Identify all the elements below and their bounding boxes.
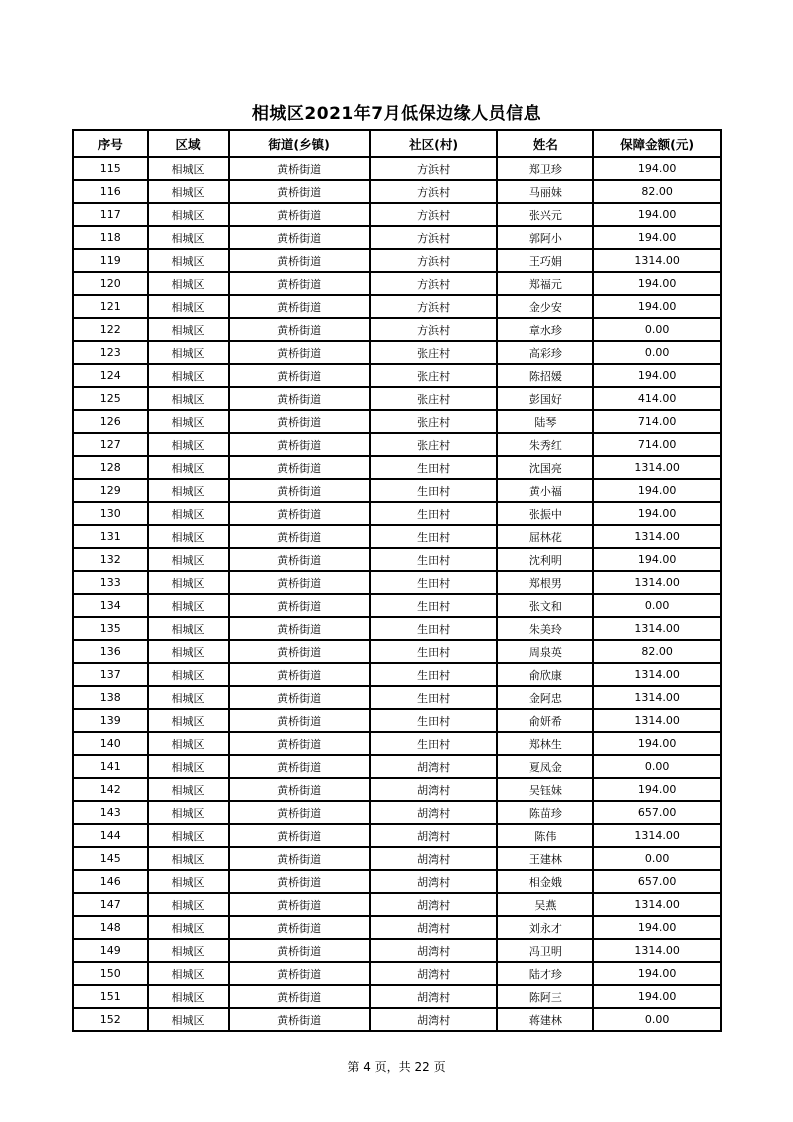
cell-amount: 194.00 [593,502,721,525]
table-row [73,249,721,272]
cell-village: 胡湾村 [370,778,498,801]
cell-village: 生田村 [370,640,498,663]
cell-name: 夏凤金 [497,755,593,778]
cell-amount: 1314.00 [593,893,721,916]
cell-region: 相城区 [148,824,229,847]
cell-region: 相城区 [148,295,229,318]
cell-region: 相城区 [148,479,229,502]
cell-village: 胡湾村 [370,870,498,893]
cell-region: 相城区 [148,801,229,824]
cell-amount: 194.00 [593,985,721,1008]
cell-region: 相城区 [148,364,229,387]
cell-name: 黄小福 [497,479,593,502]
table-row [73,824,721,847]
cell-region: 相城区 [148,525,229,548]
cell-index: 121 [73,295,148,318]
cell-village: 张庄村 [370,433,498,456]
cell-amount: 0.00 [593,594,721,617]
cell-village: 胡湾村 [370,893,498,916]
table-row [73,755,721,778]
cell-index: 141 [73,755,148,778]
cell-index: 152 [73,1008,148,1031]
cell-name: 王巧娟 [497,249,593,272]
table-row [73,870,721,893]
cell-index: 133 [73,571,148,594]
cell-street: 黄桥街道 [229,985,370,1008]
cell-name: 陈苗珍 [497,801,593,824]
cell-region: 相城区 [148,180,229,203]
cell-region: 相城区 [148,939,229,962]
cell-street: 黄桥街道 [229,709,370,732]
column-header-region: 区域 [148,130,229,157]
cell-name: 俞妍希 [497,709,593,732]
cell-amount: 1314.00 [593,663,721,686]
cell-region: 相城区 [148,410,229,433]
cell-index: 130 [73,502,148,525]
cell-amount: 82.00 [593,640,721,663]
cell-amount: 1314.00 [593,709,721,732]
cell-village: 生田村 [370,686,498,709]
table-row [73,640,721,663]
cell-amount: 1314.00 [593,456,721,479]
cell-village: 生田村 [370,594,498,617]
cell-street: 黄桥街道 [229,617,370,640]
table-row [73,456,721,479]
cell-village: 张庄村 [370,410,498,433]
cell-index: 137 [73,663,148,686]
cell-village: 生田村 [370,456,498,479]
table-row [73,778,721,801]
cell-index: 134 [73,594,148,617]
cell-region: 相城区 [148,870,229,893]
cell-name: 蒋建林 [497,1008,593,1031]
cell-village: 生田村 [370,571,498,594]
column-header-amount: 保障金额(元) [593,130,721,157]
cell-amount: 1314.00 [593,824,721,847]
table-row [73,571,721,594]
cell-region: 相城区 [148,341,229,364]
cell-index: 115 [73,157,148,180]
cell-amount: 194.00 [593,916,721,939]
cell-amount: 657.00 [593,870,721,893]
table-row [73,272,721,295]
cell-street: 黄桥街道 [229,157,370,180]
cell-index: 125 [73,387,148,410]
cell-name: 郑卫珍 [497,157,593,180]
cell-index: 138 [73,686,148,709]
cell-street: 黄桥街道 [229,433,370,456]
cell-name: 金阿忠 [497,686,593,709]
cell-region: 相城区 [148,686,229,709]
cell-amount: 194.00 [593,203,721,226]
table-body [73,157,721,1031]
cell-name: 郑福元 [497,272,593,295]
cell-street: 黄桥街道 [229,180,370,203]
cell-name: 屈林花 [497,525,593,548]
cell-amount: 0.00 [593,1008,721,1031]
table-row [73,985,721,1008]
cell-name: 朱秀红 [497,433,593,456]
cell-street: 黄桥街道 [229,341,370,364]
cell-street: 黄桥街道 [229,686,370,709]
cell-street: 黄桥街道 [229,847,370,870]
cell-street: 黄桥街道 [229,870,370,893]
cell-region: 相城区 [148,1008,229,1031]
cell-name: 彭国好 [497,387,593,410]
cell-name: 章水珍 [497,318,593,341]
cell-amount: 1314.00 [593,249,721,272]
cell-amount: 194.00 [593,295,721,318]
cell-name: 金少安 [497,295,593,318]
cell-street: 黄桥街道 [229,525,370,548]
page-title: 相城区2021年7月低保边缘人员信息 [251,104,542,124]
cell-index: 142 [73,778,148,801]
table-row [73,479,721,502]
cell-street: 黄桥街道 [229,663,370,686]
cell-street: 黄桥街道 [229,502,370,525]
cell-name: 吴钰妹 [497,778,593,801]
cell-street: 黄桥街道 [229,272,370,295]
cell-name: 俞欣康 [497,663,593,686]
cell-index: 124 [73,364,148,387]
cell-street: 黄桥街道 [229,456,370,479]
column-header-street: 街道(乡镇) [229,130,370,157]
cell-amount: 657.00 [593,801,721,824]
cell-index: 148 [73,916,148,939]
cell-index: 117 [73,203,148,226]
table-row [73,548,721,571]
cell-village: 生田村 [370,709,498,732]
cell-village: 生田村 [370,548,498,571]
cell-name: 陈伟 [497,824,593,847]
cell-region: 相城区 [148,571,229,594]
cell-village: 生田村 [370,732,498,755]
cell-street: 黄桥街道 [229,1008,370,1031]
cell-street: 黄桥街道 [229,732,370,755]
cell-index: 135 [73,617,148,640]
cell-amount: 0.00 [593,341,721,364]
cell-street: 黄桥街道 [229,939,370,962]
cell-index: 146 [73,870,148,893]
cell-amount: 1314.00 [593,939,721,962]
table-row [73,387,721,410]
cell-name: 郑根男 [497,571,593,594]
table-row [73,939,721,962]
cell-village: 方浜村 [370,203,498,226]
cell-amount: 0.00 [593,318,721,341]
cell-village: 生田村 [370,479,498,502]
cell-name: 王建林 [497,847,593,870]
cell-region: 相城区 [148,433,229,456]
cell-index: 150 [73,962,148,985]
cell-street: 黄桥街道 [229,203,370,226]
table-row [73,594,721,617]
cell-region: 相城区 [148,502,229,525]
cell-village: 张庄村 [370,364,498,387]
cell-region: 相城区 [148,985,229,1008]
cell-street: 黄桥街道 [229,824,370,847]
cell-index: 145 [73,847,148,870]
cell-index: 118 [73,226,148,249]
cell-region: 相城区 [148,249,229,272]
column-header-name: 姓名 [497,130,593,157]
cell-street: 黄桥街道 [229,778,370,801]
cell-region: 相城区 [148,640,229,663]
cell-village: 方浜村 [370,226,498,249]
cell-village: 胡湾村 [370,801,498,824]
cell-region: 相城区 [148,778,229,801]
table-row [73,962,721,985]
cell-region: 相城区 [148,893,229,916]
cell-name: 陆琴 [497,410,593,433]
cell-name: 陈阿三 [497,985,593,1008]
cell-street: 黄桥街道 [229,571,370,594]
cell-region: 相城区 [148,594,229,617]
cell-street: 黄桥街道 [229,364,370,387]
table-row [73,1008,721,1031]
cell-region: 相城区 [148,272,229,295]
cell-amount: 0.00 [593,755,721,778]
cell-region: 相城区 [148,962,229,985]
table-row [73,893,721,916]
cell-region: 相城区 [148,318,229,341]
cell-region: 相城区 [148,226,229,249]
cell-name: 郭阿小 [497,226,593,249]
table-row [73,502,721,525]
cell-index: 144 [73,824,148,847]
cell-name: 沈利明 [497,548,593,571]
cell-index: 131 [73,525,148,548]
cell-index: 116 [73,180,148,203]
cell-name: 陈招媛 [497,364,593,387]
table-row [73,295,721,318]
cell-street: 黄桥街道 [229,893,370,916]
cell-name: 张振中 [497,502,593,525]
cell-street: 黄桥街道 [229,594,370,617]
table-row [73,433,721,456]
page-number-footer: 第 4 页，共 22 页 [347,1060,446,1074]
cell-region: 相城区 [148,157,229,180]
cell-index: 147 [73,893,148,916]
cell-name: 相金娥 [497,870,593,893]
cell-index: 123 [73,341,148,364]
cell-amount: 194.00 [593,226,721,249]
cell-index: 122 [73,318,148,341]
cell-street: 黄桥街道 [229,295,370,318]
cell-name: 马丽妹 [497,180,593,203]
table-row [73,525,721,548]
cell-amount: 194.00 [593,548,721,571]
cell-name: 张兴元 [497,203,593,226]
cell-amount: 194.00 [593,157,721,180]
cell-amount: 1314.00 [593,525,721,548]
cell-region: 相城区 [148,203,229,226]
cell-region: 相城区 [148,456,229,479]
cell-street: 黄桥街道 [229,479,370,502]
cell-street: 黄桥街道 [229,916,370,939]
cell-name: 张文和 [497,594,593,617]
cell-village: 张庄村 [370,387,498,410]
cell-index: 140 [73,732,148,755]
table-row [73,916,721,939]
cell-village: 方浜村 [370,180,498,203]
cell-village: 生田村 [370,663,498,686]
cell-name: 沈国亮 [497,456,593,479]
benefits-table [72,129,722,1032]
cell-village: 生田村 [370,502,498,525]
cell-village: 生田村 [370,617,498,640]
cell-amount: 1314.00 [593,686,721,709]
cell-amount: 194.00 [593,778,721,801]
cell-street: 黄桥街道 [229,548,370,571]
cell-index: 149 [73,939,148,962]
cell-village: 胡湾村 [370,939,498,962]
table-row [73,203,721,226]
cell-amount: 1314.00 [593,617,721,640]
cell-name: 高彩珍 [497,341,593,364]
cell-village: 胡湾村 [370,1008,498,1031]
cell-name: 陆才珍 [497,962,593,985]
cell-name: 周泉英 [497,640,593,663]
cell-region: 相城区 [148,916,229,939]
table-row [73,801,721,824]
cell-street: 黄桥街道 [229,318,370,341]
cell-village: 方浜村 [370,295,498,318]
table-row [73,341,721,364]
table-row [73,709,721,732]
cell-region: 相城区 [148,732,229,755]
cell-index: 127 [73,433,148,456]
cell-amount: 194.00 [593,479,721,502]
cell-index: 126 [73,410,148,433]
cell-street: 黄桥街道 [229,226,370,249]
cell-amount: 194.00 [593,962,721,985]
cell-index: 119 [73,249,148,272]
cell-street: 黄桥街道 [229,249,370,272]
cell-amount: 194.00 [593,364,721,387]
cell-village: 方浜村 [370,318,498,341]
cell-name: 冯卫明 [497,939,593,962]
cell-region: 相城区 [148,847,229,870]
cell-name: 郑林生 [497,732,593,755]
cell-index: 143 [73,801,148,824]
table-row [73,318,721,341]
cell-street: 黄桥街道 [229,801,370,824]
table-row [73,686,721,709]
cell-village: 胡湾村 [370,985,498,1008]
cell-region: 相城区 [148,617,229,640]
cell-street: 黄桥街道 [229,387,370,410]
cell-village: 方浜村 [370,157,498,180]
cell-street: 黄桥街道 [229,962,370,985]
table-row [73,732,721,755]
cell-amount: 414.00 [593,387,721,410]
column-header-village: 社区(村) [370,130,498,157]
table-row [73,410,721,433]
table-row [73,157,721,180]
cell-amount: 1314.00 [593,571,721,594]
cell-street: 黄桥街道 [229,755,370,778]
cell-village: 胡湾村 [370,962,498,985]
table-row [73,847,721,870]
column-header-index: 序号 [73,130,148,157]
cell-amount: 0.00 [593,847,721,870]
cell-region: 相城区 [148,709,229,732]
cell-village: 胡湾村 [370,916,498,939]
cell-index: 120 [73,272,148,295]
cell-village: 胡湾村 [370,824,498,847]
cell-street: 黄桥街道 [229,640,370,663]
table-row [73,226,721,249]
cell-region: 相城区 [148,755,229,778]
cell-village: 张庄村 [370,341,498,364]
table-header-row [73,130,721,157]
cell-index: 139 [73,709,148,732]
cell-amount: 82.00 [593,180,721,203]
cell-name: 吴燕 [497,893,593,916]
cell-region: 相城区 [148,387,229,410]
cell-street: 黄桥街道 [229,410,370,433]
cell-village: 生田村 [370,525,498,548]
cell-amount: 194.00 [593,732,721,755]
cell-village: 胡湾村 [370,755,498,778]
cell-amount: 714.00 [593,410,721,433]
table-row [73,663,721,686]
cell-index: 132 [73,548,148,571]
cell-name: 朱美玲 [497,617,593,640]
cell-village: 胡湾村 [370,847,498,870]
cell-region: 相城区 [148,663,229,686]
table-row [73,180,721,203]
table-row [73,617,721,640]
cell-index: 129 [73,479,148,502]
cell-index: 151 [73,985,148,1008]
cell-index: 128 [73,456,148,479]
cell-amount: 194.00 [593,272,721,295]
cell-index: 136 [73,640,148,663]
cell-amount: 714.00 [593,433,721,456]
cell-village: 方浜村 [370,272,498,295]
cell-region: 相城区 [148,548,229,571]
table-row [73,364,721,387]
cell-name: 刘永才 [497,916,593,939]
cell-village: 方浜村 [370,249,498,272]
